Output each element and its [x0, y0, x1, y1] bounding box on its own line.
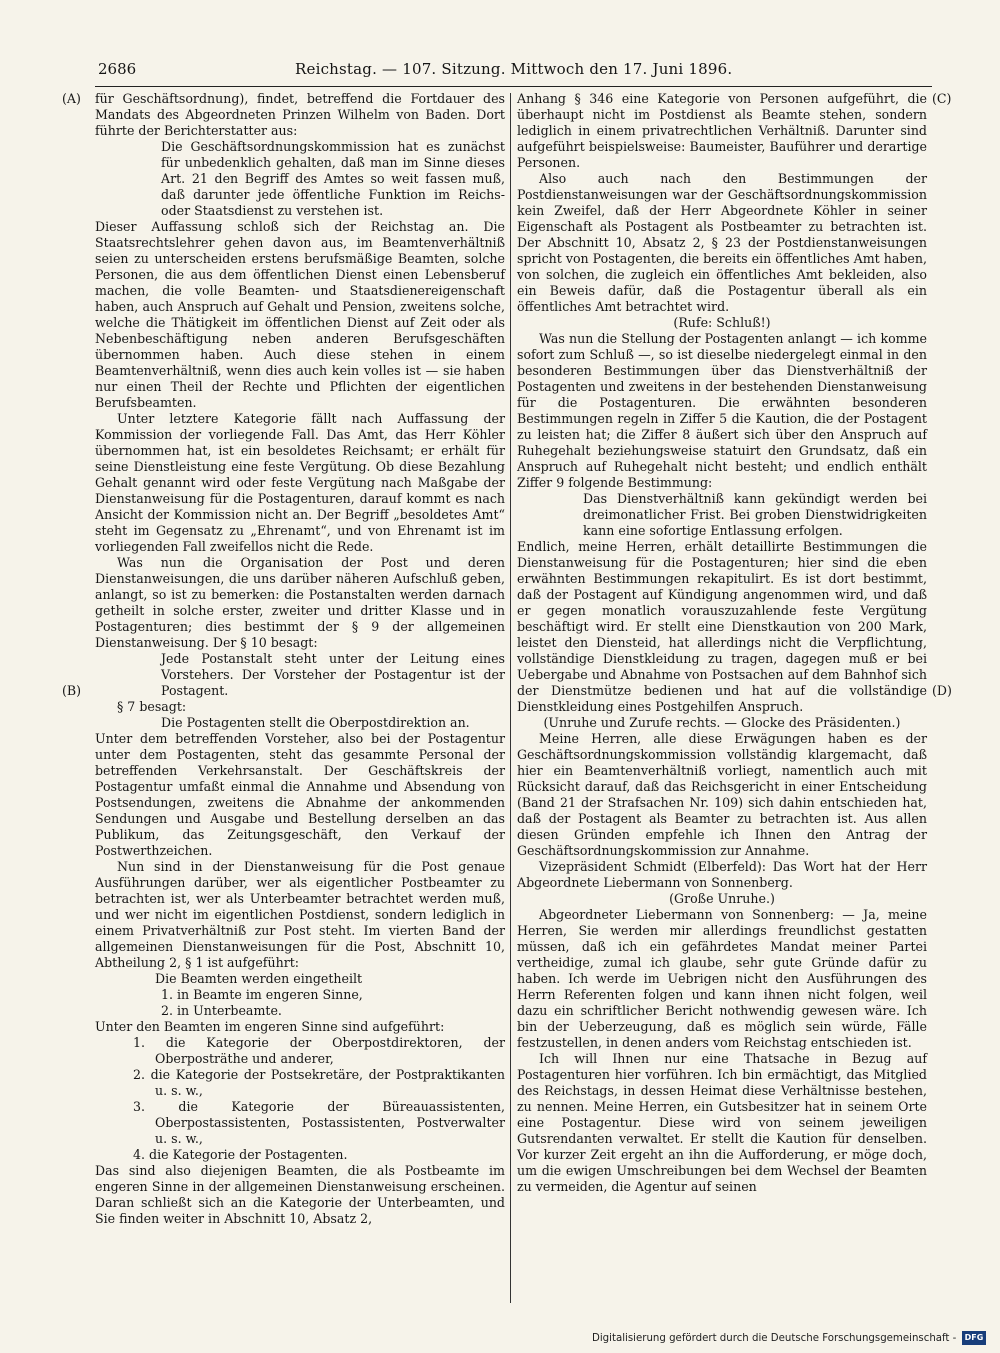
list-item: 1. die Kategorie der Oberpostdirektoren, der Oberposträthe und anderer,: [133, 1035, 505, 1066]
digitization-credit: Digitalisierung gefördert durch die Deutsche Forschungsgemeinschaft -: [592, 1333, 957, 1344]
left-column: [95, 91, 505, 1227]
list-item: 2. die Kategorie der Postsekretäre, der Postpraktikanten u. s. w.,: [133, 1067, 505, 1098]
column-divider: [510, 93, 511, 1303]
paragraph: Nun sind in der Dienstanweisung für die Post genaue Ausführungen darüber, wer als eigentlicher Postbeamter zu betrachten ist, wer als Unterbeamter betrachtet werden muß, und wer nicht im eigentlichen Postdienst, sondern lediglich in einem Privatverhältniß zur Post steht. Im vierten Band der allgemeinen Dienstanweisungen für die Post, Abschnitt 10, Abtheilung 2, § 1 ist aufgeführt:: [95, 859, 505, 970]
list-item: 4. die Kategorie der Postagenten.: [133, 1147, 348, 1162]
header-rule: [95, 86, 932, 87]
paragraph: Abgeordneter Liebermann von Sonnenberg: — Ja, meine Herren, Sie werden mir allerdings freundlichst gestatten müssen, daß ich ein gefährdetes Mandat meiner Partei vertheidige, zumal ich glaube, sehr gute Gründe dafür zu haben. Ich werde im Uebrigen nicht den Ausführungen des Herrn Referenten folgen und kann ihnen nicht folgen, weil dazu ein schriftlicher Bericht nothwendig gewesen wäre. Ich bin der Ueberzeugung, daß es möglich sein würde, Fälle festzustellen, in denen anders vom Reichstag entschieden ist.: [517, 907, 927, 1050]
paragraph: Dieser Auffassung schloß sich der Reichstag an. Die Staatsrechtslehrer gehen davon aus, im Beamtenverhältniß seien zu unterscheiden erstens berufsmäßige Beamten, solche Personen, die aus dem öffentlichen Dienst einen Lebensberuf machen, die volle Beamten- und Staatsdienereigenschaft haben, auch Anspruch auf Gehalt und Pension, zweitens solche, welche die Thätigkeit im öffentlichen Dienst auf Zeit oder als Nebenbeschäftigung neben anderen Berufsgeschäften übernommen haben. Auch diese stehen in einem Beamtenverhältniß, wenn dies auch kein volles ist — sie haben nur einen Theil der Rechte und Pflichten der eigentlichen Berufsbeamten.: [95, 219, 505, 410]
paragraph: für Geschäftsordnung), findet, betreffend die Fortdauer des Mandats des Abgeordneten Prinzen Wilhelm von Baden. Dort führte der Berichterstatter aus:: [95, 91, 505, 138]
interjection: (Unruhe und Zurufe rechts. — Glocke des Präsidenten.): [543, 715, 901, 730]
list-item: 3. die Kategorie der Büreauassistenten, Oberpostassistenten, Postassistenten, Postverwalter u. s. w.,: [133, 1099, 505, 1146]
margin-marker-c: (C): [932, 91, 952, 106]
paragraph: Unter den Beamten im engeren Sinne sind aufgeführt:: [95, 1019, 445, 1034]
right-column: [517, 91, 927, 1195]
quote: Jede Postanstalt steht unter der Leitung eines Vorstehers. Der Vorsteher der Postagentur ist der Postagent.: [161, 651, 505, 698]
page-header: [0, 0, 1000, 90]
paragraph: § 7 besagt:: [117, 699, 187, 714]
margin-marker-b: (B): [62, 683, 82, 698]
list-item: 1. in Beamte im engeren Sinne,: [161, 987, 363, 1002]
margin-marker-d: (D): [932, 683, 952, 698]
paragraph: Was nun die Organisation der Post und deren Dienstanweisungen, die uns darüber näheren Aufschluß geben, anlangt, so ist zu bemerken: die Postanstalten werden darnach getheilt in solche erster, zweiter und dritter Klasse und in Postagenturen; dies bestimmt der § 9 der allgemeinen Dienstanweisung. Der § 10 besagt:: [95, 555, 505, 650]
margin-marker-a: (A): [62, 91, 81, 106]
quote: Die Postagenten stellt die Oberpostdirektion an.: [161, 715, 470, 730]
page-number: 2686: [98, 60, 137, 78]
running-title: Reichstag. — 107. Sitzung. Mittwoch den 17. Juni 1896.: [295, 60, 733, 78]
interjection: (Rufe: Schluß!): [673, 315, 771, 330]
paragraph: Vizepräsident Schmidt (Elberfeld): Das Wort hat der Herr Abgeordnete Liebermann von Sonnenberg.: [517, 859, 927, 890]
paragraph: Was nun die Stellung der Postagenten anlangt — ich komme sofort zum Schluß —, so ist dieselbe niedergelegt einmal in den besonderen Bestimmungen über das Dienstverhältniß der Postagenten und zweitens in der bestehenden Dienstanweisung für die Postagenturen. Die erwähnten besonderen Bestimmungen regeln in Ziffer 5 die Kaution, die der Postagent zu leisten hat; die Ziffer 8 äußert sich über den Anspruch auf Ruhegehalt beziehungsweise statuirt den Grundsatz, daß ein Anspruch auf Ruhegehalt nicht besteht; und endlich enthält Ziffer 9 folgende Bestimmung:: [517, 331, 927, 490]
paragraph: Endlich, meine Herren, erhält detaillirte Bestimmungen die Dienstanweisung für die Postagenturen; hier sind die eben erwähnten Bestimmungen rekapitulirt. Es ist dort bestimmt, daß der Postagent auf Kündigung angenommen wird, und daß er gegen monatlich vorauszuzahlende feste Vergütung beschäftigt wird. Er stellt eine Dienstkaution von 200 Mark, leistet den Diensteid, hat allerdings nicht die Verpflichtung, vollständige Dienstkleidung zu tragen, dagegen muß er bei Uebergabe und Abnahme von Postsachen auf dem Bahnhof sich der Dienstmütze bedienen und hat auf die vollständige Dienstkleidung eines Postgehilfen Anspruch.: [517, 539, 927, 714]
quote: Das Dienstverhältniß kann gekündigt werden bei dreimonatlicher Frist. Bei groben Dienstwidrigkeiten kann eine sofortige Entlassung erfolgen.: [583, 491, 927, 538]
paragraph: Meine Herren, alle diese Erwägungen haben es der Geschäftsordnungskommission vollständig klargemacht, daß hier ein Beamtenverhältniß vorliegt, namentlich auch mit Rücksicht darauf, daß das Reichsgericht in einer Entscheidung (Band 21 der Strafsachen Nr. 109) sich dahin entschieden hat, daß der Postagent als Beamter zu betrachten ist. Aus allen diesen Gründen empfehle ich Ihnen den Antrag der Geschäftsordnungskommission zur Annahme.: [517, 731, 927, 858]
paragraph: Unter letztere Kategorie fällt nach Auffassung der Kommission der vorliegende Fall. Das Amt, das Herr Köhler übernommen hat, ist ein besoldetes Reichsamt; er erhält für seine Dienstleistung eine feste Vergütung. Ob diese Bezahlung Gehalt genannt wird oder feste Vergütung nach Maßgabe der Dienstanweisung für die Postagenturen, darauf kommt es nach Ansicht der Kommission nicht an. Der Begriff „besoldetes Amt“ steht im Gegensatz zu „Ehrenamt“, und von Ehrenamt ist im vorliegenden Fall zweifellos nicht die Rede.: [95, 411, 505, 554]
dfg-logo: DFG: [962, 1331, 986, 1345]
quote: Die Geschäftsordnungskommission hat es zunächst für unbedenklich gehalten, daß man im Sinne dieses Art. 21 den Begriff des Amtes so weit fassen muß, daß darunter jede öffentliche Funktion im Reichs- oder Staatsdienst zu verstehen ist.: [161, 139, 505, 218]
paragraph: Unter dem betreffenden Vorsteher, also bei der Postagentur unter dem Postagenten, steht das gesammte Personal der betreffenden Verkehrsanstalt. Der Geschäftskreis der Postagentur umfaßt einmal die Annahme und Absendung von Postsendungen, zweitens die Abnahme der ankommenden Sendungen und Ausgabe und Bestellung derselben an das Publikum, das Zeitungsgeschäft, den Verkauf der Postwerthzeichen.: [95, 731, 505, 858]
list-item: 2. in Unterbeamte.: [161, 1003, 282, 1018]
paragraph: Also auch nach den Bestimmungen der Postdienstanweisungen war der Geschäftsordnungskommission kein Zweifel, daß der Herr Abgeordnete Köhler in seiner Eigenschaft als Postagent als Postbeamter zu betrachten ist. Der Abschnitt 10, Absatz 2, § 23 der Postdienstanweisungen spricht von Postagenten, die bereits ein öffentliches Amt haben, von solchen, die zugleich ein öffentliches Amt bekleiden, also ein Beweis dafür, daß die Postagentur überall als ein öffentliches Amt betrachtet wird.: [517, 171, 927, 314]
paragraph: Anhang § 346 eine Kategorie von Personen aufgeführt, die überhaupt nicht im Postdienst als Beamte stehen, sondern lediglich in einem privatrechtlichen Verhältniß. Darunter sind aufgeführt beispielsweise: Baumeister, Bauführer und derartige Personen.: [517, 91, 927, 170]
paragraph: Ich will Ihnen nur eine Thatsache in Bezug auf Postagenturen hier vorführen. Ich bin ermächtigt, das Mitglied des Reichstags, in dessen Heimat diese Verhältnisse bestehen, zu nennen. Meine Herren, ein Gutsbesitzer hat in seinem Orte eine Postagentur. Diese wird von seinem jeweiligen Gutsrendanten verwaltet. Er stellt die Kaution für denselben. Vor kurzer Zeit ergeht an ihn die Aufforderung, er möge doch, um die ewigen Umschreibungen bei dem Wechsel der Beamten zu vermeiden, die Agentur auf seinen: [517, 1051, 927, 1194]
list-intro: Die Beamten werden eingetheilt: [155, 971, 363, 986]
paragraph: Das sind also diejenigen Beamten, die als Postbeamte im engeren Sinne in der allgemeinen Dienstanweisung erscheinen. Daran schließt sich an die Kategorie der Unterbeamten, und Sie finden weiter in Abschnitt 10, Absatz 2,: [95, 1163, 505, 1226]
interjection: (Große Unruhe.): [669, 891, 775, 906]
